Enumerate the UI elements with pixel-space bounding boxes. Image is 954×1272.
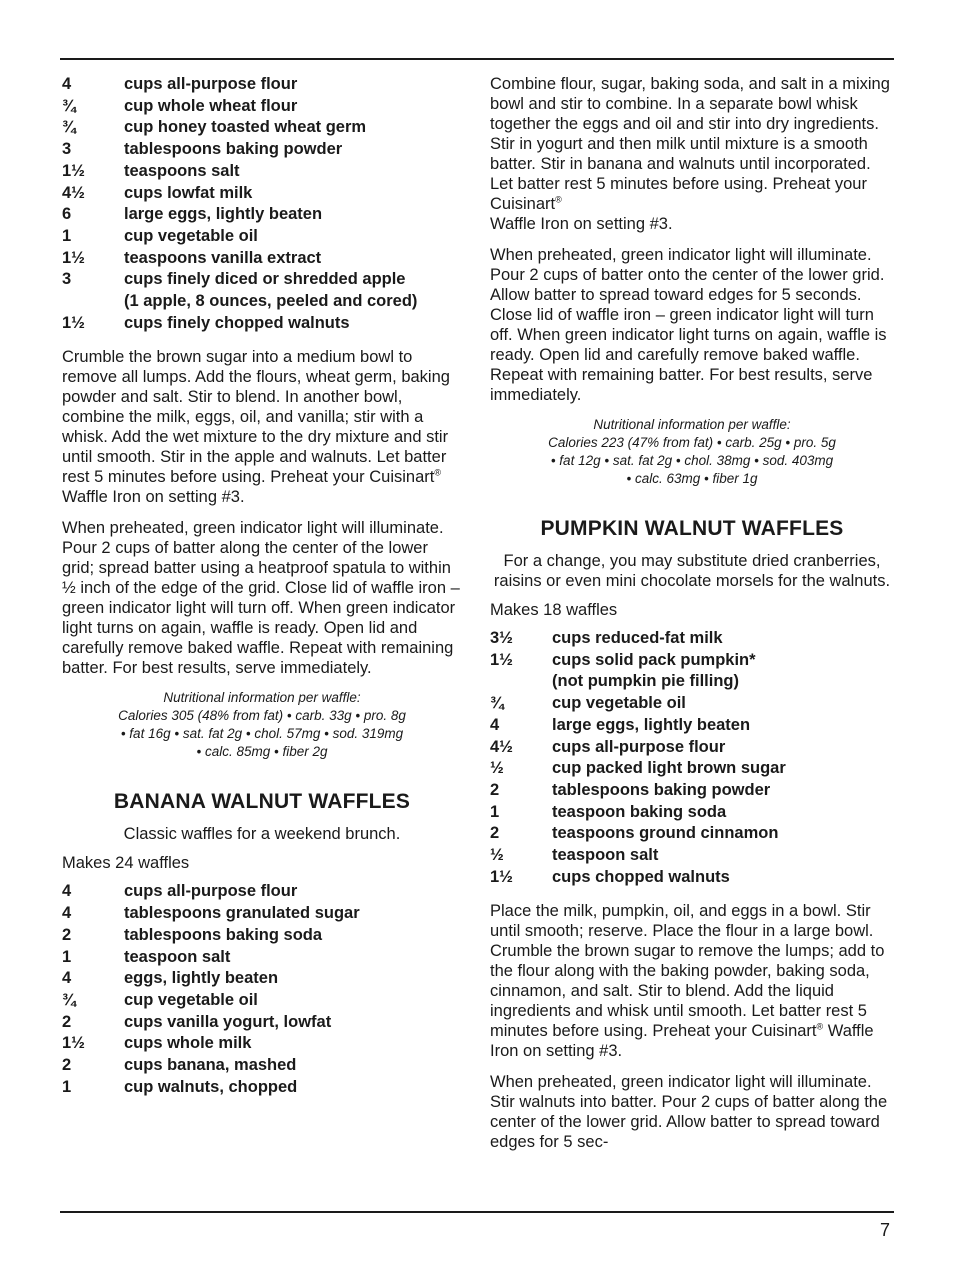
pumpkin-preparation-text: Place the milk, pumpkin, oil, and eggs in a bowl. Stir until smooth; reserve. Place the flour in a large bowl. Crumble the brown sugar to remove the lumps; add to the flour along with the baking powder, baking soda, cinnamon, and salt. Stir to blend. Add the liquid ingredients and whisk until smooth. Let batter rest 5 minutes before using. Preheat your Cuisinart (490, 902, 885, 1041)
apple-preparation-paragraph (62, 347, 462, 507)
ingredient-quantity: ¾ (62, 96, 76, 115)
ingredient-text: cups lowfat milk (124, 183, 253, 202)
ingredient-text: cups reduced-fat milk (552, 629, 723, 647)
ingredient-item (490, 867, 894, 889)
ingredient-quantity: 4 (490, 715, 500, 734)
ingredient-item (62, 1033, 462, 1055)
pumpkin-preparation-paragraph (490, 901, 894, 1061)
banana-recipe-title: BANANA WALNUT WAFFLES (113, 790, 411, 814)
page-number: 7 (879, 1220, 890, 1240)
trademark-symbol: ® (434, 467, 441, 478)
ingredient-item (62, 1012, 462, 1034)
ingredient-quantity: 1½ (62, 161, 85, 180)
ingredient-item (62, 947, 462, 969)
ingredient-text: tablespoons baking powder (552, 780, 771, 799)
ingredient-text: (1 apple, 8 ounces, peeled and cored) (124, 292, 418, 311)
ingredient-quantity: 2 (62, 1012, 72, 1031)
ingredient-item (62, 74, 462, 96)
banana-recipe-intro: Classic waffles for a weekend brunch. (123, 825, 401, 844)
ingredient-text: cup vegetable oil (552, 694, 686, 713)
ingredient-quantity: 1½ (62, 1034, 85, 1053)
ingredient-item (62, 96, 462, 118)
banana-ingredient-list (62, 881, 462, 1098)
ingredient-item (62, 903, 462, 925)
ingredient-text: cups all-purpose flour (124, 75, 298, 93)
pumpkin-preparation-text-end: Waffle Iron on setting #3. (490, 1022, 874, 1061)
ingredient-item (62, 1077, 462, 1099)
ingredient-item (62, 881, 462, 903)
banana-preparation-paragraph (490, 74, 894, 234)
banana-recipe-yield: Makes 24 waffles (62, 854, 190, 873)
apple-preparation-text: Crumble the brown sugar into a medium bowl to remove all lumps. Add the flours, wheat germ, baking powder and salt. Stir to blend. In another bowl, combine the milk, eggs, oil, and vanilla; stir with a whisk. Add the wet mixture to the dry mixture and stir until smooth. Stir in the apple and walnuts. Let batter rest 5 minutes before using. Preheat your Cuisinart (62, 348, 450, 487)
ingredient-text: cups whole milk (124, 1034, 252, 1053)
ingredient-quantity: 1 (62, 1077, 72, 1096)
ingredient-item (62, 183, 462, 205)
ingredient-text: teaspoon baking soda (552, 802, 727, 821)
nutrition-line: Calories 305 (48% from fat) • carb. 33g • pro. 8g (118, 708, 406, 724)
ingredient-text: tablespoons granulated sugar (124, 904, 360, 923)
ingredient-text: cup vegetable oil (124, 226, 258, 245)
ingredient-quantity: 1½ (490, 650, 513, 669)
apple-ingredient-list (62, 74, 462, 334)
trademark-symbol: ® (555, 194, 562, 205)
pumpkin-recipe-title: PUMPKIN WALNUT WAFFLES (540, 517, 844, 540)
ingredient-text: teaspoon salt (124, 947, 231, 966)
apple-preparation-text-end: Waffle Iron on setting #3. (62, 488, 245, 507)
pumpkin-ingredient-list (490, 628, 894, 888)
apple-cooking-paragraph: When preheated, green indicator light will illuminate. Pour 2 cups of batter along the center of the lower grid; spread batter using a heatproof spatula to within ½ inch of the edge of the grid. Close lid of waffle iron – green indicator light will turn off. When green indicator light turns on again, waffle is ready. Open lid and carefully remove baked waffle. Repeat with remaining batter. For best results, serve immediately. (62, 519, 460, 678)
ingredient-quantity: 4½ (490, 737, 513, 756)
ingredient-quantity: 1½ (490, 867, 513, 886)
ingredient-text: eggs, lightly beaten (124, 969, 279, 988)
ingredient-text: teaspoons vanilla extract (124, 248, 322, 267)
ingredient-item (62, 248, 462, 270)
pumpkin-cooking-paragraph: When preheated, green indicator light will illuminate. Stir walnuts into batter. Pour 2 cups of batter along the center of the lower grid. Allow batter to spread toward edges for 5 sec- (490, 1073, 888, 1152)
ingredient-quantity: 4 (62, 904, 72, 923)
pumpkin-recipe-intro: For a change, you may substitute dried cranberries, raisins or even mini chocolate morsels for the walnuts. (493, 552, 891, 590)
nutrition-line: • fat 16g • sat. fat 2g • chol. 57mg • sod. 319mg (120, 726, 404, 742)
ingredient-text: teaspoon salt (552, 846, 659, 865)
top-rule (60, 58, 894, 60)
ingredient-text: (not pumpkin pie filling) (552, 672, 739, 691)
ingredient-item (62, 139, 462, 161)
pumpkin-recipe-yield: Makes 18 waffles (490, 601, 618, 619)
ingredient-text: large eggs, lightly beaten (552, 715, 751, 734)
ingredient-quantity: 4½ (62, 183, 85, 202)
ingredient-quantity (490, 671, 552, 693)
ingredient-item (490, 628, 894, 650)
ingredient-text: cups finely chopped walnuts (124, 313, 350, 332)
right-column (490, 74, 894, 1163)
ingredient-item (490, 780, 894, 802)
ingredient-text: cup whole wheat flour (124, 96, 298, 115)
ingredient-item (490, 823, 894, 845)
ingredient-quantity: 3 (62, 270, 72, 289)
ingredient-item (62, 226, 462, 248)
ingredient-text: cups finely diced or shredded apple (124, 270, 406, 289)
ingredient-item (62, 313, 462, 335)
ingredient-text: large eggs, lightly beaten (124, 205, 323, 224)
ingredient-text: cup walnuts, chopped (124, 1077, 298, 1096)
ingredient-text: cups banana, mashed (124, 1056, 297, 1075)
ingredient-quantity: ½ (490, 846, 504, 865)
ingredient-quantity: 4 (62, 75, 72, 93)
nutrition-line: • calc. 63mg • fiber 1g (626, 471, 758, 486)
ingredient-item (490, 671, 894, 693)
ingredient-text: teaspoons ground cinnamon (552, 824, 779, 843)
ingredient-text: cups all-purpose flour (552, 737, 726, 756)
ingredient-item (490, 737, 894, 759)
ingredient-item (62, 1055, 462, 1077)
ingredient-quantity: 2 (62, 925, 72, 944)
ingredient-quantity: 1½ (62, 248, 85, 267)
ingredient-text: tablespoons baking powder (124, 140, 343, 159)
ingredient-quantity: 4 (62, 969, 72, 988)
left-column (62, 74, 462, 1111)
ingredient-text: cup packed light brown sugar (552, 759, 786, 778)
ingredient-quantity (62, 291, 124, 313)
ingredient-text: cups vanilla yogurt, lowfat (124, 1012, 332, 1031)
ingredient-quantity: ½ (490, 759, 504, 778)
ingredient-quantity: 3 (62, 140, 72, 159)
ingredient-item (62, 117, 462, 139)
ingredient-item (490, 802, 894, 824)
banana-preparation-text-end: Waffle Iron on setting #3. (490, 215, 673, 233)
ingredient-quantity: 4 (62, 882, 72, 901)
ingredient-item (490, 650, 894, 672)
nutrition-line: • calc. 85mg • fiber 2g (196, 744, 328, 760)
ingredient-text: cup honey toasted wheat germ (124, 118, 367, 137)
ingredient-quantity: 2 (490, 780, 500, 799)
ingredient-item (490, 693, 894, 715)
ingredient-quantity: 3½ (490, 629, 513, 647)
banana-cooking-paragraph: When preheated, green indicator light will illuminate. Pour 2 cups of batter onto the center of the lower grid. Allow batter to spread toward edges for 5 seconds. Close lid of waffle iron – green indicator light will turn off. When green indicator light turns on again, waffle is ready. Open lid and carefully remove baked waffle. Repeat with remaining batter. For best results, serve immediately. (490, 246, 887, 404)
ingredient-item (62, 968, 462, 990)
nutrition-heading: Nutritional information per waffle: (593, 417, 791, 432)
ingredient-quantity: 1 (62, 226, 72, 245)
ingredient-quantity: ¾ (490, 694, 504, 713)
ingredient-quantity: 1½ (62, 313, 85, 332)
nutrition-line: • fat 12g • sat. fat 2g • chol. 38mg • sod. 403mg (550, 453, 834, 468)
ingredient-item (490, 758, 894, 780)
ingredient-text: cups solid pack pumpkin* (552, 650, 756, 669)
ingredient-quantity: ¾ (62, 990, 76, 1009)
ingredient-item (62, 990, 462, 1012)
ingredient-quantity: 6 (62, 205, 72, 224)
ingredient-quantity: 1 (490, 802, 500, 821)
bottom-rule (60, 1211, 894, 1213)
ingredient-text: tablespoons baking soda (124, 925, 323, 944)
banana-preparation-text: Combine flour, sugar, baking soda, and salt in a mixing bowl and stir to combine. In a separate bowl whisk together the eggs and oil and stir into dry ingredients. Stir in yogurt and then milk until mixture is a smooth batter. Stir in banana and walnuts until incorporated. Let batter rest 5 minutes before using. Preheat your Cuisinart (490, 75, 890, 213)
ingredient-quantity: ¾ (62, 118, 76, 137)
ingredient-quantity: 2 (62, 1056, 72, 1075)
ingredient-item (62, 269, 462, 291)
nutrition-line: Calories 223 (47% from fat) • carb. 25g • pro. 5g (548, 435, 836, 450)
ingredient-text: cups chopped walnuts (552, 867, 730, 886)
ingredient-item (62, 291, 462, 313)
ingredient-item (490, 715, 894, 737)
ingredient-text: cups all-purpose flour (124, 882, 298, 901)
trademark-symbol: ® (816, 1021, 824, 1032)
ingredient-item (62, 161, 462, 183)
ingredient-quantity: 2 (490, 824, 500, 843)
apple-nutrition-info (62, 689, 462, 761)
ingredient-text: teaspoons salt (124, 161, 240, 180)
nutrition-heading: Nutritional information per waffle: (163, 690, 361, 706)
ingredient-item (490, 845, 894, 867)
ingredient-text: cup vegetable oil (124, 990, 258, 1009)
ingredient-quantity: 1 (62, 947, 72, 966)
banana-nutrition-info (490, 416, 894, 488)
ingredient-item (62, 204, 462, 226)
ingredient-item (62, 925, 462, 947)
